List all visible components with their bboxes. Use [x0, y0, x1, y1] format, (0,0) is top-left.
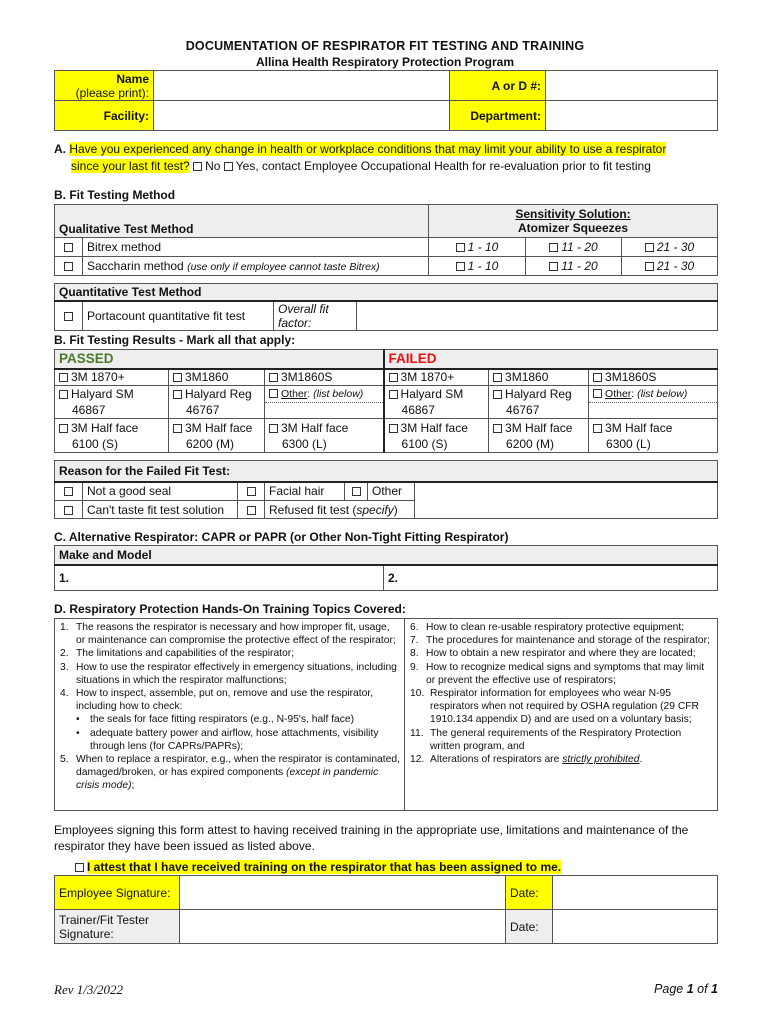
bitrex-range-1-checkbox[interactable]	[456, 243, 465, 252]
passed-6300-checkbox[interactable]	[269, 424, 278, 433]
topic-item: 10. Respirator information for employees who wear N-95 respirators when not required by OSHA regulation (29 CFR 1910.134 appendix D) and are used on a voluntary basis;	[410, 688, 699, 726]
option-size: 6100 (S)	[72, 436, 119, 451]
option-label: 3M Half face	[185, 420, 253, 435]
topic-bullet: • the seals for face fitting respirators (e.g., N-95's, half face)	[76, 714, 355, 726]
option-label: 3M Half face	[71, 420, 139, 435]
passed-3m1860s-checkbox[interactable]	[269, 373, 278, 382]
failed-6100-checkbox[interactable]	[389, 424, 398, 433]
failed-other-checkbox[interactable]	[593, 389, 602, 398]
trainer-date-field[interactable]	[553, 910, 718, 944]
cant-taste-checkbox[interactable]	[64, 506, 73, 515]
bitrex-range-3-checkbox[interactable]	[645, 243, 654, 252]
range-label: 1 - 10	[467, 259, 499, 273]
make-model-header: Make and Model	[55, 546, 718, 565]
fit-factor-label: Overall fit factor:	[274, 301, 357, 331]
option-label: Halyard Reg	[505, 387, 572, 401]
fit-factor-field[interactable]	[357, 301, 718, 331]
training-topics-table	[54, 618, 718, 811]
saccharin-range-2-checkbox[interactable]	[549, 262, 558, 271]
bitrex-label: Bitrex method	[83, 238, 429, 257]
page-title: DOCUMENTATION OF RESPIRATOR FIT TESTING AND TRAINING	[185, 39, 585, 53]
range-label: 11 - 20	[561, 259, 598, 273]
no-checkbox[interactable]	[193, 162, 202, 171]
passed-3m1870-checkbox[interactable]	[59, 373, 68, 382]
section-a-letter: A.	[54, 142, 66, 156]
bitrex-range-2-checkbox[interactable]	[549, 243, 558, 252]
attest-label: I attest that I have received training on the respirator that has been assigned to me.	[87, 860, 562, 874]
passed-6200-checkbox[interactable]	[173, 424, 182, 433]
results-table: PASSED FAILED 3M 1870+ 3M1860 3M1860S 3M 1870+ 3M1860 3M1860S Halyard SM 46867 Halyard Reg 46767 Other: (list below) Halyard SM 46867 Halyard Reg 46767 Other: (list below) 3M Half face 6100 (S) 3M Half face 6200 (M) 3M Half face 6300 (L) 3M Half face 6100 (S) 3M Half face 6200 (M) 3M Half face 6300 (L)	[54, 349, 718, 453]
option-label: 3M 1870+	[71, 370, 125, 385]
topic-bullet: • adequate battery power and airflow, hose attachments, visibility through lens (for CAPRs/PAPRs);	[76, 727, 379, 752]
topics-right	[405, 619, 718, 811]
page-number: Page 1 of 1	[654, 982, 718, 996]
other-note: (list below)	[313, 388, 364, 400]
option-size: 6200 (M)	[506, 436, 555, 451]
other-note: (list below)	[637, 388, 688, 400]
failed-other-field[interactable]	[589, 403, 717, 418]
failed-halyard-reg-checkbox[interactable]	[493, 390, 502, 399]
cant-taste-label: Can't taste fit test solution	[83, 501, 238, 519]
make-model-field-1[interactable]: 1.	[55, 565, 384, 591]
employee-signature-field[interactable]	[180, 876, 506, 910]
qualitative-table	[54, 204, 718, 276]
section-a-question-2: since your last fit test?	[71, 159, 190, 173]
a-or-d-field[interactable]	[546, 71, 718, 101]
option-label: Halyard SM	[71, 387, 134, 401]
section-c-heading: C. Alternative Respirator: CAPR or PAPR (or Other Non-Tight Fitting Respirator)	[54, 530, 509, 544]
page-subtitle: Allina Health Respiratory Protection Program	[255, 55, 515, 69]
passed-other-field[interactable]	[265, 403, 383, 418]
passed-halyard-reg-checkbox[interactable]	[173, 390, 182, 399]
portacount-checkbox[interactable]	[64, 312, 73, 321]
option-label: Halyard SM	[400, 387, 464, 401]
option-number: 46867	[401, 403, 435, 417]
topics-left	[55, 619, 405, 811]
employee-date-field[interactable]	[553, 876, 718, 910]
trainer-signature-label: Trainer/Fit Tester Signature:	[55, 910, 180, 944]
option-number: 46767	[186, 403, 220, 417]
attest-row	[75, 860, 561, 874]
attestation-paragraph: Employees signing this form attest to having received training in the appropriate use, limitations and maintenance of the respirator they have been issued as listed above.	[54, 823, 689, 853]
option-size: 6200 (M)	[186, 436, 235, 451]
no-label: No	[205, 159, 221, 173]
saccharin-label: Saccharin method (use only if employee cannot taste Bitrex)	[83, 257, 429, 276]
trainer-signature-field[interactable]	[180, 910, 506, 944]
topic-item: 7. The procedures for maintenance and storage of the respirator;	[410, 635, 710, 647]
other-reason-checkbox[interactable]	[352, 487, 361, 496]
topic-item: 3. How to use the respirator effectively in emergency situations, including situations in which the respirator malfunctions;	[60, 661, 397, 686]
topic-item: 11. The general requirements of the Respiratory Protection written program, and	[410, 727, 682, 752]
facial-hair-checkbox[interactable]	[247, 487, 256, 496]
option-label: Halyard Reg	[185, 387, 252, 401]
reason-table	[54, 460, 718, 519]
topic-item: 4. How to inspect, assemble, put on, remove and use the respirator, including how to check:	[60, 688, 374, 713]
option-label: 3M 1870+	[400, 370, 455, 385]
failed-header: FAILED	[384, 350, 718, 369]
failed-3m1870-checkbox[interactable]	[389, 373, 398, 382]
saccharin-range-3-checkbox[interactable]	[645, 262, 654, 271]
trainer-date-label: Date:	[506, 910, 553, 944]
option-size: 6100 (S)	[401, 436, 448, 451]
option-label: 3M1860	[505, 370, 549, 385]
option-size: 6300 (L)	[282, 436, 327, 451]
facility-field[interactable]	[154, 101, 450, 131]
yes-checkbox[interactable]	[224, 162, 233, 171]
quantitative-table	[54, 283, 718, 331]
sensitivity-header: Sensitivity Solution: Atomizer Squeezes	[429, 205, 718, 238]
failed-6200-checkbox[interactable]	[493, 424, 502, 433]
option-label: 3M Half face	[505, 420, 573, 435]
topic-item: 12. Alterations of respirators are strictly prohibited.	[410, 754, 643, 766]
option-label: 3M1860	[185, 370, 229, 385]
facial-hair-label: Facial hair	[265, 482, 345, 501]
option-label: 3M1860S	[605, 370, 657, 385]
portacount-label: Portacount quantitative fit test	[83, 301, 274, 331]
passed-other-checkbox[interactable]	[269, 389, 278, 398]
passed-3m1860-checkbox[interactable]	[173, 373, 182, 382]
signature-table	[54, 875, 718, 944]
option-label: 3M Half face	[281, 420, 349, 435]
facility-label: Facility:	[55, 101, 154, 131]
a-or-d-label: A or D #:	[450, 71, 546, 101]
employee-signature-label: Employee Signature:	[55, 876, 180, 910]
alternative-respirator-table	[54, 545, 718, 591]
section-b-heading: B. Fit Testing Method	[54, 188, 176, 202]
refused-checkbox[interactable]	[247, 506, 256, 515]
quantitative-header: Quantitative Test Method	[55, 284, 718, 301]
make-model-field-2[interactable]: 2.	[384, 565, 718, 591]
section-a-question: Have you experienced any change in health or workplace conditions that may limit your ability to use a respirator	[69, 142, 667, 156]
revision-date: Rev 1/3/2022	[54, 982, 123, 997]
results-heading: B. Fit Testing Results - Mark all that apply:	[54, 333, 296, 347]
other-label: Other	[281, 388, 308, 400]
employee-date-label: Date:	[506, 876, 553, 910]
failed-6300-checkbox[interactable]	[593, 424, 602, 433]
range-label: 21 - 30	[656, 259, 695, 273]
topic-item: 8. How to obtain a new respirator and where they are located;	[410, 648, 696, 660]
topic-item: 6. How to clean re-usable respiratory protective equipment;	[410, 622, 685, 633]
range-label: 21 - 30	[656, 240, 695, 254]
attest-checkbox[interactable]	[75, 863, 84, 872]
topic-item: 5. When to replace a respirator, e.g., when the respirator is contaminated, damaged/broken, or has expired components (except in pandemic crisis mode);	[60, 754, 400, 792]
id-table	[54, 70, 718, 131]
topic-item: 2. The limitations and capabilities of the respirator;	[60, 648, 295, 660]
other-label: Other	[605, 388, 632, 400]
name-field[interactable]	[154, 71, 450, 101]
passed-6100-checkbox[interactable]	[59, 424, 68, 433]
section-d-heading: D. Respiratory Protection Hands-On Training Topics Covered:	[54, 602, 406, 616]
reason-header: Reason for the Failed Fit Test:	[55, 461, 718, 482]
not-good-seal-checkbox[interactable]	[64, 487, 73, 496]
not-good-seal-label: Not a good seal	[83, 482, 238, 501]
name-label: Name (please print):	[55, 71, 154, 101]
option-size: 6300 (L)	[606, 436, 651, 451]
saccharin-range-1-checkbox[interactable]	[456, 262, 465, 271]
failed-3m1860-checkbox[interactable]	[493, 373, 502, 382]
refused-label: Refused fit test (specify)	[265, 501, 415, 519]
other-reason-label: Other	[368, 482, 415, 501]
failed-3m1860s-checkbox[interactable]	[593, 373, 602, 382]
yes-label: Yes, contact Employee Occupational Health for re-evaluation prior to fit testing	[235, 159, 651, 173]
option-label: 3M Half face	[605, 420, 673, 435]
section-a	[54, 141, 718, 175]
bitrex-checkbox[interactable]	[64, 243, 73, 252]
failed-halyard-sm-checkbox[interactable]	[389, 390, 398, 399]
passed-header: PASSED	[55, 350, 384, 369]
reason-specify-field[interactable]	[415, 482, 718, 519]
range-label: 11 - 20	[561, 240, 598, 254]
option-label: 3M Half face	[400, 420, 468, 435]
range-label: 1 - 10	[467, 240, 499, 254]
qualitative-header: Qualitative Test Method	[55, 205, 429, 238]
department-field[interactable]	[546, 101, 718, 131]
department-label: Department:	[450, 101, 546, 131]
option-label: 3M1860S	[281, 370, 333, 385]
saccharin-checkbox[interactable]	[64, 262, 73, 271]
topic-item: 9. How to recognize medical signs and symptoms that may limit or prevent the effective use of respirators;	[410, 661, 705, 686]
passed-halyard-sm-checkbox[interactable]	[59, 390, 68, 399]
option-number: 46867	[72, 403, 106, 417]
topic-item: 1. The reasons the respirator is necessary and how improper fit, usage, or maintenance can compromise the protective effect of the respirator;	[60, 622, 396, 647]
option-number: 46767	[506, 403, 540, 417]
